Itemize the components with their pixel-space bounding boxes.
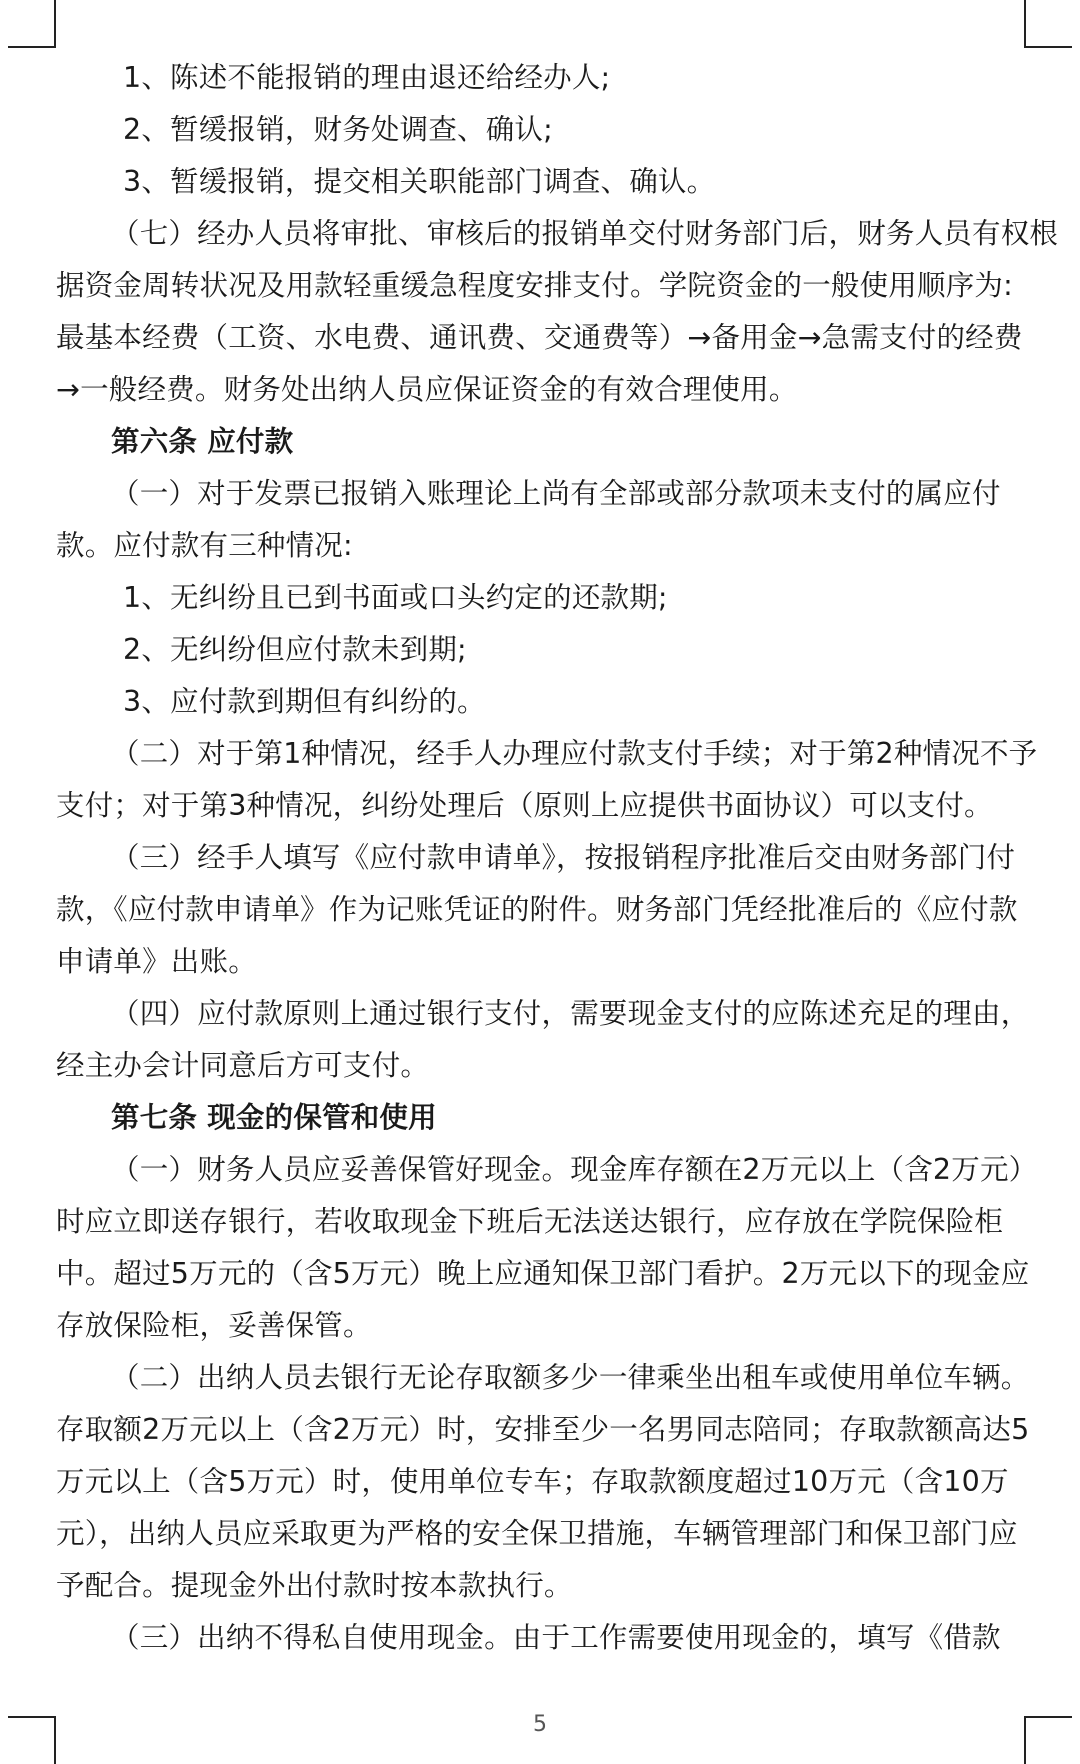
crop-mark-top-left [8,0,56,48]
paragraph-line: 元），出纳人员应采取更为严格的安全保卫措施，车辆管理部门和保卫部门应 [56,1517,1018,1550]
paragraph-line: 时应立即送存银行，若收取现金下班后无法送达银行，应存放在学院保险柜 [56,1205,1004,1238]
list-item: 2、无纠纷但应付款未到期; [123,633,467,666]
paragraph-line: （二）出纳人员去银行无论存取额多少一律乘坐出租车或使用单位车辆。 [111,1361,1030,1394]
list-item: 1、无纠纷且已到书面或口头约定的还款期; [123,581,668,614]
paragraph-line: 支付；对于第3种情况，纠纷处理后（原则上应提供书面协议）可以支付。 [56,789,993,822]
list-item: 2、暂缓报销，财务处调查、确认; [123,113,553,146]
paragraph-line: 存取额2万元以上（含2万元）时，安排至少一名男同志陪同；存取款额高达5 [56,1413,1030,1446]
paragraph-line: 中。超过5万元的（含5万元）晚上应通知保卫部门看护。2万元以下的现金应 [56,1257,1030,1290]
section-heading: 第七条 现金的保管和使用 [111,1101,437,1134]
paragraph-line: 据资金周转状况及用款轻重缓急程度安排支付。学院资金的一般使用顺序为: [56,269,1013,302]
page-number: 5 [533,1712,547,1737]
paragraph-line: （一）对于发票已报销入账理论上尚有全部或部分款项未支付的属应付 [111,477,1001,510]
list-item: 1、陈述不能报销的理由退还给经办人; [123,61,611,94]
paragraph-line: 最基本经费（工资、水电费、通讯费、交通费等）→备用金→急需支付的经费 [56,321,1023,354]
paragraph-line: 予配合。提现金外出付款时按本款执行。 [56,1569,573,1602]
paragraph-line: （七）经办人员将审批、审核后的报销单交付财务部门后，财务人员有权根 [111,217,1059,250]
paragraph-line: （一）财务人员应妥善保管好现金。现金库存额在2万元以上（含2万元） [111,1153,1038,1186]
paragraph-line: 存放保险柜，妥善保管。 [56,1309,372,1342]
paragraph-line: 款。应付款有三种情况: [56,529,353,562]
paragraph-line: （三）出纳不得私自使用现金。由于工作需要使用现金的，填写《借款 [111,1621,1001,1654]
paragraph-line: 款，《应付款申请单》作为记账凭证的附件。财务部门凭经批准后的《应付款 [56,893,1018,926]
paragraph-line: （三）经手人填写《应付款申请单》，按报销程序批准后交由财务部门付 [111,841,1016,874]
paragraph-line: （四）应付款原则上通过银行支付，需要现金支付的应陈述充足的理由， [111,997,1030,1030]
list-item: 3、应付款到期但有纠纷的。 [123,685,486,718]
document-body [56,52,1059,1664]
paragraph-line: 经主办会计同意后方可支付。 [56,1049,430,1082]
paragraph-line: （二）对于第1种情况，经手人办理应付款支付手续；对于第2种情况不予 [111,737,1038,770]
paragraph-line: 万元以上（含5万元）时，使用单位专车；存取款额度超过10万元（含10万 [56,1465,1009,1498]
section-heading: 第六条 应付款 [111,425,294,458]
paragraph-line: →一般经费。财务处出纳人员应保证资金的有效合理使用。 [56,373,798,406]
list-item: 3、暂缓报销，提交相关职能部门调查、确认。 [123,165,716,198]
crop-mark-top-right [1024,0,1072,48]
paragraph-line: 申请单》出账。 [56,945,257,978]
